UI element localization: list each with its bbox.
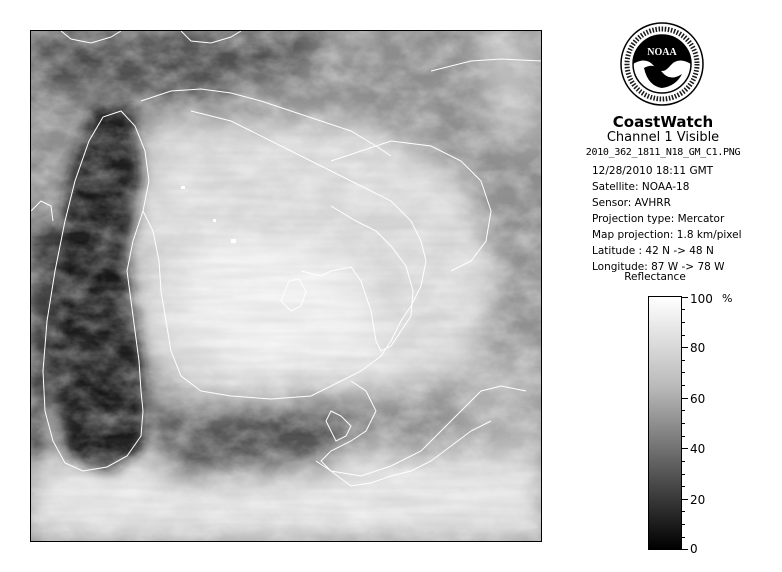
projection-type: Projection type: Mercator [592,213,725,225]
image-filename: 2010_362_1811_N18_GM_C1.PNG [585,147,741,158]
colorbar-minor-tick [682,322,685,323]
colorbar-minor-tick [682,537,685,538]
colorbar-tick-label: 20 [690,493,706,507]
latitude-range: Latitude : 42 N -> 48 N [592,245,714,257]
satellite-map [31,31,541,541]
noaa-logo [620,22,704,106]
colorbar-tick [682,499,688,500]
sensor-info: Sensor: AVHRR [592,197,671,209]
colorbar-minor-tick [682,486,685,487]
colorbar-minor-tick [682,474,685,475]
colorbar-tick [682,448,688,449]
colorbar-tick [682,549,688,550]
cloud-streaks [31,31,541,541]
colorbar-minor-tick [682,385,685,386]
colorbar-minor-tick [682,436,685,437]
noaa-logo-text: NOAA [647,47,677,58]
colorbar-minor-tick [682,511,685,512]
colorbar-minor-tick [682,360,685,361]
colorbar-minor-tick [682,372,685,373]
colorbar-minor-tick [682,410,685,411]
map-projection: Map projection: 1.8 km/pixel [592,229,742,241]
satellite-image [30,30,542,542]
channel-subtitle: Channel 1 Visible [606,130,720,145]
date-time: 12/28/2010 18:11 GMT [592,165,714,177]
colorbar-label: Reflectance [624,271,686,283]
reflectance-colorbar [648,296,682,550]
colorbar-minor-tick [682,335,685,336]
colorbar-minor-tick [682,309,685,310]
colorbar-tick [682,398,688,399]
colorbar-tick-label: 60 [690,392,706,406]
colorbar-minor-tick [682,461,685,462]
colorbar-tick [682,347,688,348]
colorbar-tick-label: 40 [690,442,706,456]
colorbar-tick-label: 100 [690,292,713,306]
longitude-range: Longitude: 87 W -> 78 W [592,261,725,273]
colorbar-minor-tick [682,423,685,424]
colorbar-minor-tick [682,524,685,525]
colorbar-tick [682,297,688,298]
colorbar-unit: % [722,292,733,305]
colorbar-tick-label: 80 [690,341,706,355]
satellite-info: Satellite: NOAA-18 [592,181,690,193]
colorbar-tick-label: 0 [690,542,698,556]
product-title: CoastWatch [612,113,714,131]
